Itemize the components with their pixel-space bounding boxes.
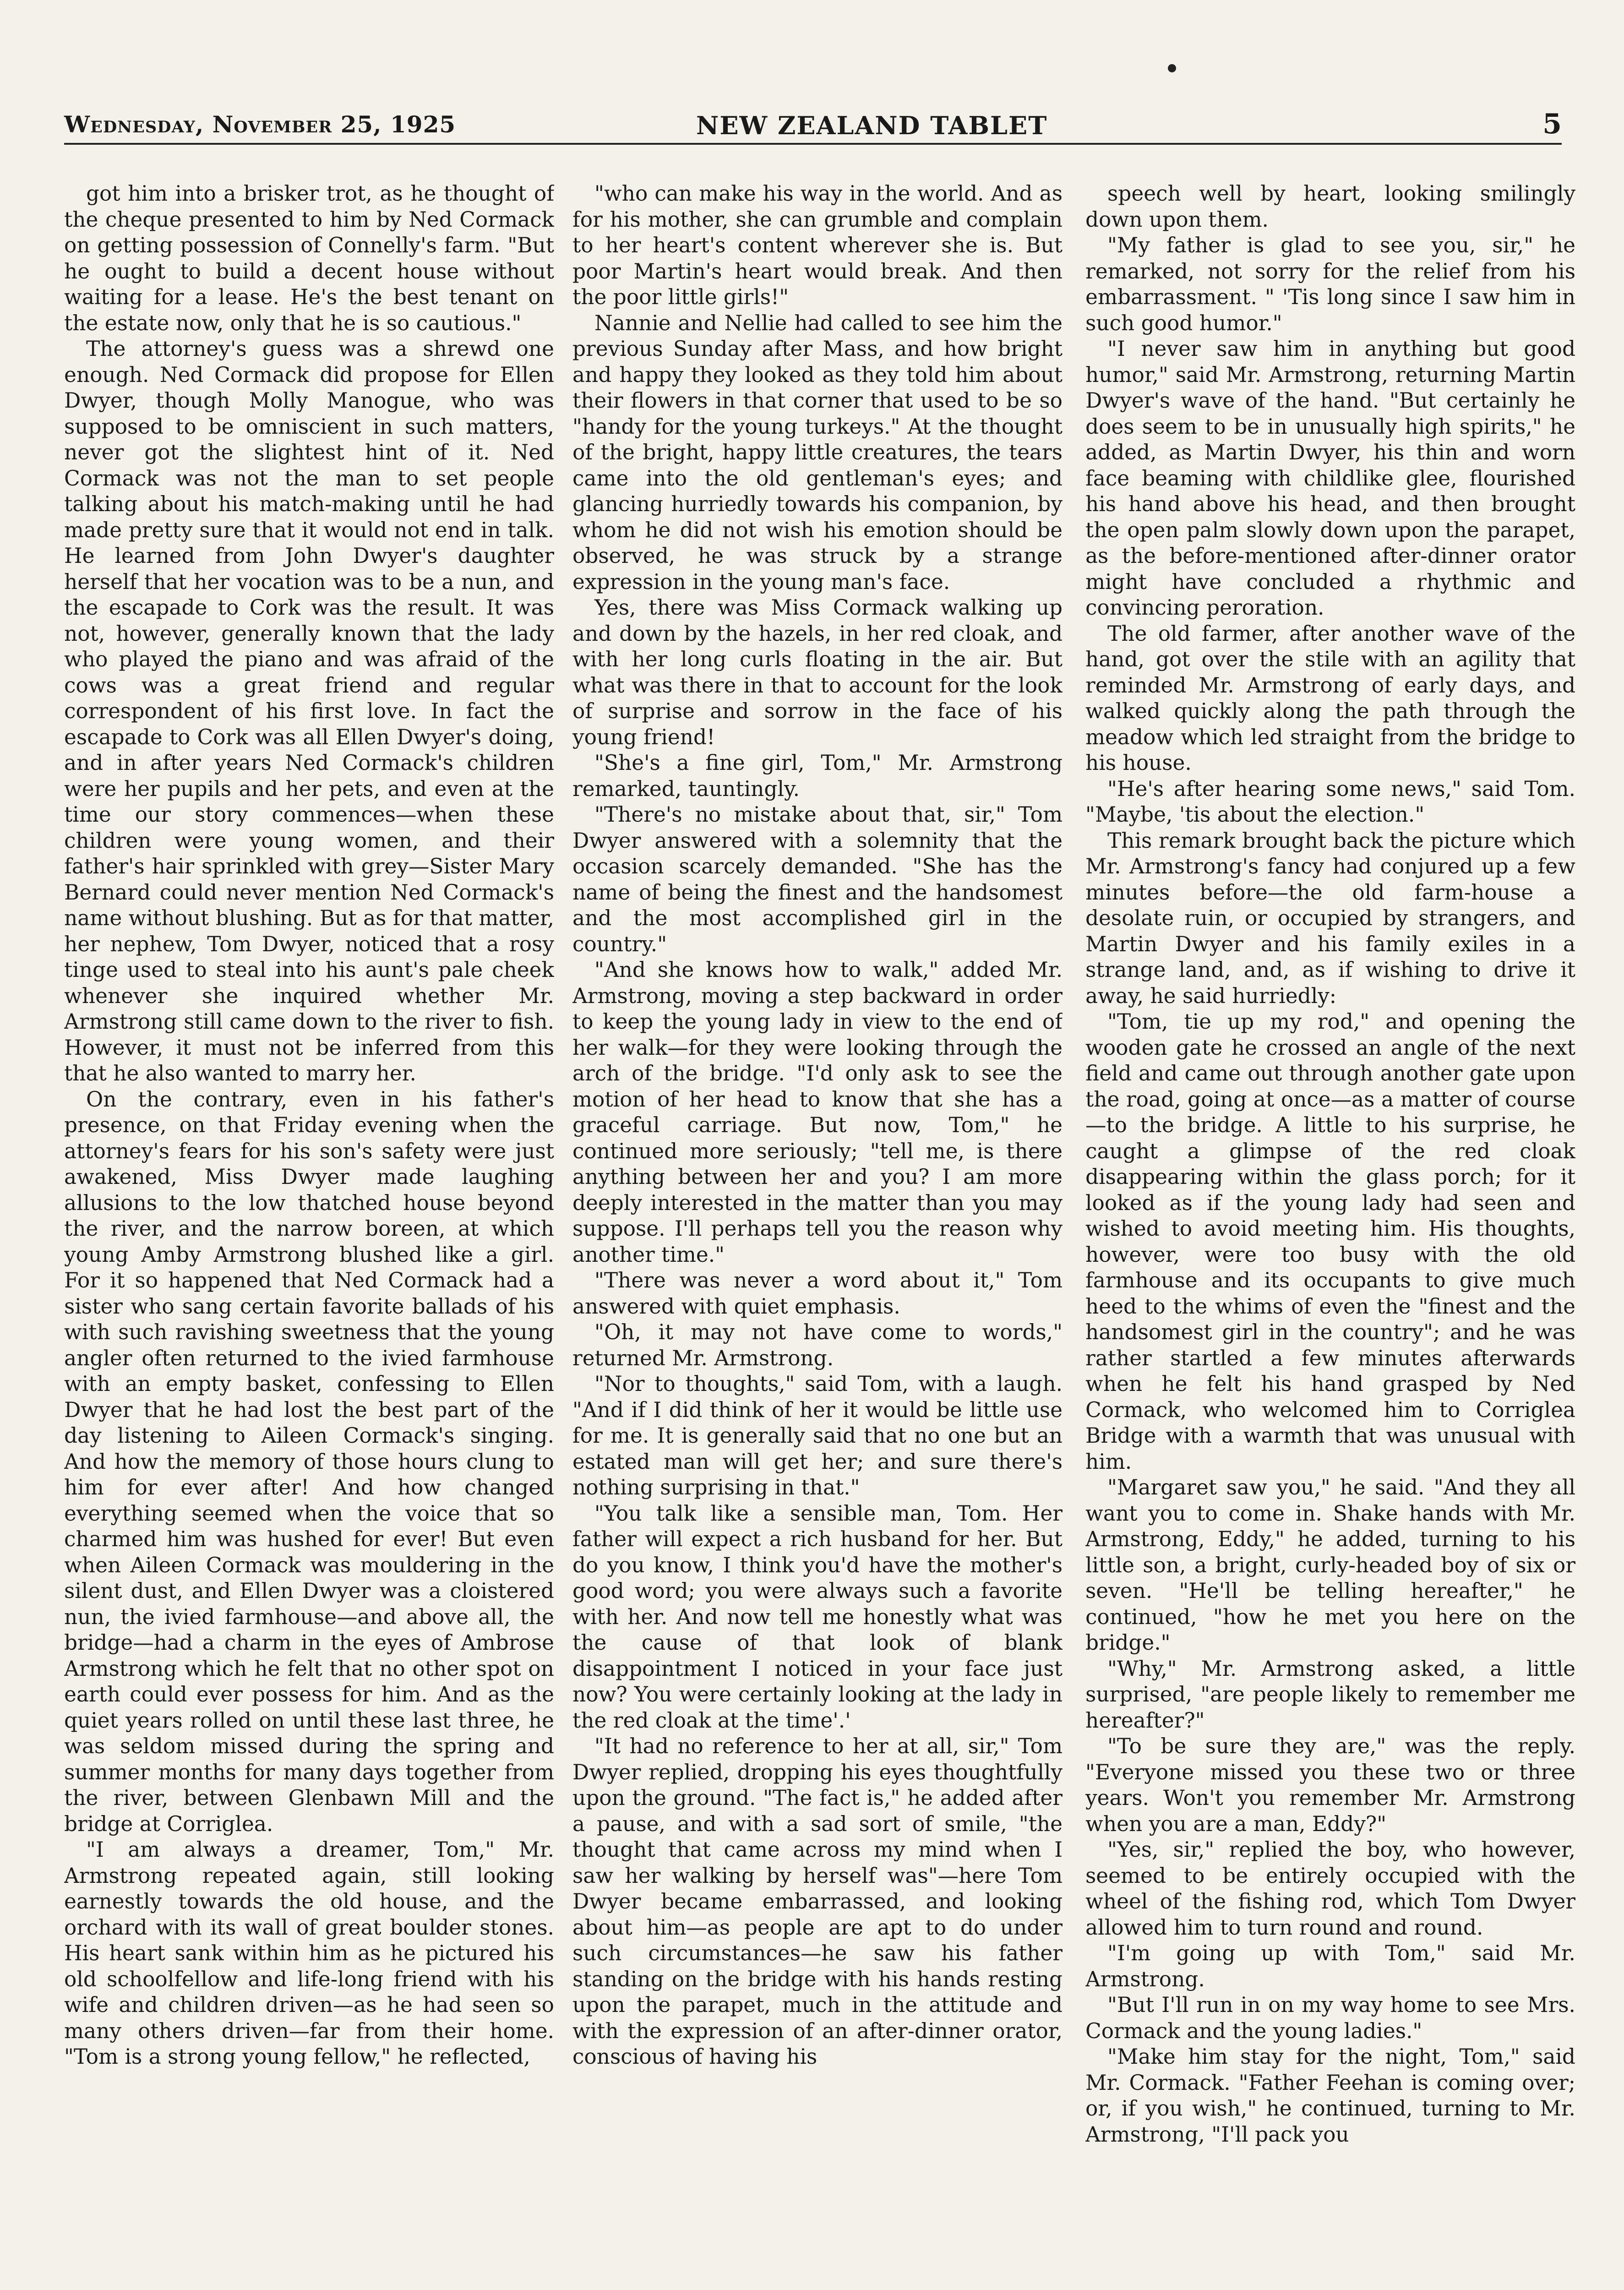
paragraph: "To be sure they are," was the reply. "Everyone missed you these two or three years. Won't you remember Mr. Armstrong when you are a man, Eddy?" — [1085, 1734, 1575, 1836]
paragraph: "And she knows how to walk," added Mr. Armstrong, moving a step backward in order to keep the young lady in view to the end of her walk—for they were looking through the arch of the bridge. "I'd only ask to see the motion of her head to know that she has a graceful carriage. But now, Tom," he continued more seriously; "tell me, is there anything between her and you? I am more deeply interested in the matter than you may suppose. I'll perhaps tell you the reason why another time." — [572, 958, 1063, 1267]
paragraph: "She's a fine girl, Tom," Mr. Armstrong remarked, tauntingly. — [572, 751, 1063, 801]
paragraph: "I am always a dreamer, Tom," Mr. Armstrong repeated again, still looking earnestly towards the old house, and the orchard with its wall of great boulder stones. His heart sank within him as he pictured his old schoolfellow and life-long friend with his wife and children driven—as he had seen so many others driven—far from their home. "Tom is a strong young fellow," he reflected, — [64, 1837, 554, 2069]
paragraph: "He's after hearing some news," said Tom. "Maybe, 'tis about the election." — [1085, 776, 1575, 827]
paragraph: "But I'll run in on my way home to see Mrs. Cormack and the young ladies." — [1085, 1993, 1575, 2043]
page-number: 5 — [1542, 108, 1562, 140]
paragraph: "I never saw him in anything but good humor," said Mr. Armstrong, returning Martin Dwyer's wave of the hand. "But certainly he does seem to be in unusually high spirits," he added, as Martin Dwyer, his thin and worn face beaming with childlike glee, flourished his hand above his head, and then brought the open palm slowly down upon the parapet, as the before-mentioned after-dinner orator might have concluded a rhythmic and convincing peroration. — [1085, 337, 1575, 620]
page-header — [64, 106, 1562, 145]
paragraph: This remark brought back the picture which Mr. Armstrong's fancy had conjured up a few minutes before—the old farm-house a desolate ruin, or occupied by strangers, and Martin Dwyer and his family exiles in a strange land, and, as if wishing to drive it away, he said hurriedly: — [1085, 828, 1575, 1008]
paragraph: "Margaret saw you," he said. "And they all want you to come in. Shake hands with Mr. Armstrong, Eddy," he added, turning to his little son, a bright, curly-headed boy of six or seven. "He'll be telling hereafter," he continued, "how he met you here on the bridge." — [1085, 1475, 1575, 1655]
paragraph: "Nor to thoughts," said Tom, with a laugh. "And if I did think of her it would be little use for me. It is generally said that no one but an estated man will get her; and sure there's nothing surprising in that." — [572, 1372, 1063, 1499]
paragraph: "Oh, it may not have come to words," returned Mr. Armstrong. — [572, 1320, 1063, 1370]
paragraph: "Yes, sir," replied the boy, who however, seemed to be entirely occupied with the wheel of the fishing rod, which Tom Dwyer allowed him to turn round and round. — [1085, 1837, 1575, 1940]
text-column-1 — [64, 181, 554, 2274]
paragraph: "Tom, tie up my rod," and opening the wooden gate he crossed an angle of the next field and came out through another gate upon the road, going at once—as a matter of course—to the bridge. A little to his surprise, he caught a glimpse of the red cloak disappearing within the glass porch; for it looked as if the young lady had seen and wished to avoid meeting him. His thoughts, however, were too busy with the old farmhouse and its occupants to give much heed to the whims of even the "finest and the handsomest girl in the country"; and he was rather startled a few minutes afterwards when he felt his hand grasped by Ned Cormack, who welcomed him to Corriglea Bridge with a warmth that was unusual with him. — [1085, 1009, 1575, 1474]
paragraph: "There was never a word about it," Tom answered with quiet emphasis. — [572, 1268, 1063, 1319]
paragraph: Nannie and Nellie had called to see him the previous Sunday after Mass, and how bright and happy they looked as they told him about their flowers in that corner that used to be so "handy for the young turkeys." At the thought of the bright, happy little creatures, the tears came into the old gentleman's eyes; and glancing hurriedly towards his companion, by whom he did not wish his emotion should be observed, he was struck by a strange expression in the young man's face. — [572, 311, 1063, 594]
paragraph: got him into a brisker trot, as he thought of the cheque presented to him by Ned Cormack on getting possession of Connelly's farm. "But he ought to build a decent house without waiting for a lease. He's the best tenant on the estate now, only that he is so cautious." — [64, 181, 554, 335]
text-column-3 — [1085, 181, 1575, 2274]
text-column-2 — [572, 181, 1063, 2274]
paragraph: The attorney's guess was a shrewd one enough. Ned Cormack did propose for Ellen Dwyer, though Molly Manogue, who was supposed to be omniscient in such matters, never got the slightest hint of it. Ned Cormack was not the man to set people talking about his match-making until he had made pretty sure that it would not end in talk. He learned from John Dwyer's daughter herself that her vocation was to be a nun, and the escapade to Cork was the result. It was not, however, generally known that the lady who played the piano and was afraid of the cows was a great friend and regular correspondent of his first love. In fact the escapade to Cork was all Ellen Dwyer's doing, and in after years Ned Cormack's children were her pupils and her pets, and even at the time our story commences—when these children were young women, and their father's hair sprinkled with grey—Sister Mary Bernard could never mention Ned Cormack's name without blushing. But as for that matter, her nephew, Tom Dwyer, noticed that a rosy tinge used to steal into his aunt's pale cheek whenever she inquired whether Mr. Armstrong still came down to the river to fish. However, it must not be inferred from this that he also wanted to marry her. — [64, 337, 554, 1085]
paragraph: speech well by heart, looking smilingly down upon them. — [1085, 181, 1575, 232]
paragraph: On the contrary, even in his father's presence, on that Friday evening when the attorney's fears for his son's safety were just awakened, Miss Dwyer made laughing allusions to the low thatched house beyond the river, and the narrow boreen, at which young Amby Armstrong blushed like a girl. For it so happened that Ned Cormack had a sister who sang certain favorite ballads of his with such ravishing sweetness that the young angler often returned to the ivied farmhouse with an empty basket, confessing to Ellen Dwyer that he had lost the best part of the day listening to Aileen Cormack's singing. And how the memory of those hours clung to him for ever after! And how changed everything seemed when the voice that so charmed him was hushed for ever! But even when Aileen Cormack was mouldering in the silent dust, and Ellen Dwyer was a cloistered nun, the ivied farmhouse—and above all, the bridge—had a charm in the eyes of Ambrose Armstrong which he felt that no other spot on earth could ever possess for him. And as the quiet years rolled on until these last three, he was seldom missed during the spring and summer months for many days together from the river, between Glenbawn Mill and the bridge at Corriglea. — [64, 1087, 554, 1836]
masthead-title: NEW ZEALAND TABLET — [696, 111, 1048, 140]
paragraph: "My father is glad to see you, sir," he remarked, not sorry for the relief from his embarrassment. " 'Tis long since I saw him in such good humor." — [1085, 233, 1575, 335]
paragraph: "You talk like a sensible man, Tom. Her father will expect a rich husband for her. But do you know, I think you'd have the mother's good word; you were always such a favorite with her. And now tell me honestly what was the cause of that look of blank disappointment I noticed in your face just now? You were certainly looking at the lady in the red cloak at the time'.' — [572, 1501, 1063, 1733]
paragraph: "Make him stay for the night, Tom," said Mr. Cormack. "Father Feehan is coming over; or, if you wish," he continued, turning to Mr. Armstrong, "I'll pack you — [1085, 2045, 1575, 2147]
paragraph: "Why," Mr. Armstrong asked, a little surprised, "are people likely to remember me hereafter?" — [1085, 1656, 1575, 1733]
issue-date: Wednesday, November 25, 1925 — [64, 111, 456, 138]
paragraph: "There's no mistake about that, sir," Tom Dwyer answered with a solemnity that the occasion scarcely demanded. "She has the name of being the finest and the handsomest and the most accomplished girl in the country." — [572, 802, 1063, 956]
paragraph: "who can make his way in the world. And as for his mother, she can grumble and complain to her heart's content wherever she is. But poor Martin's heart would break. And then the poor little girls!" — [572, 181, 1063, 309]
paragraph: Yes, there was Miss Cormack walking up and down by the hazels, in her red cloak, and with her long curls floating in the air. But what was there in that to account for the look of surprise and sorrow in the face of his young friend! — [572, 595, 1063, 749]
paragraph: "It had no reference to her at all, sir," Tom Dwyer replied, dropping his eyes thoughtfully upon the ground. "The fact is," he added after a pause, and with a sad sort of smile, "the thought that came across my mind when I saw her walking by herself was"—here Tom Dwyer became embarrassed, and looking about him—as people are apt to do under such circumstances—he saw his father standing on the bridge with his hands resting upon the parapet, much in the attitude and with the expression of an after-dinner orator, conscious of having his — [572, 1734, 1063, 2069]
paragraph: The old farmer, after another wave of the hand, got over the stile with an agility that reminded Mr. Armstrong of early days, and walked quickly along the path through the meadow which led straight from the bridge to his house. — [1085, 621, 1575, 775]
ink-dot — [1168, 64, 1176, 72]
paragraph: "I'm going up with Tom," said Mr. Armstrong. — [1085, 1941, 1575, 1991]
